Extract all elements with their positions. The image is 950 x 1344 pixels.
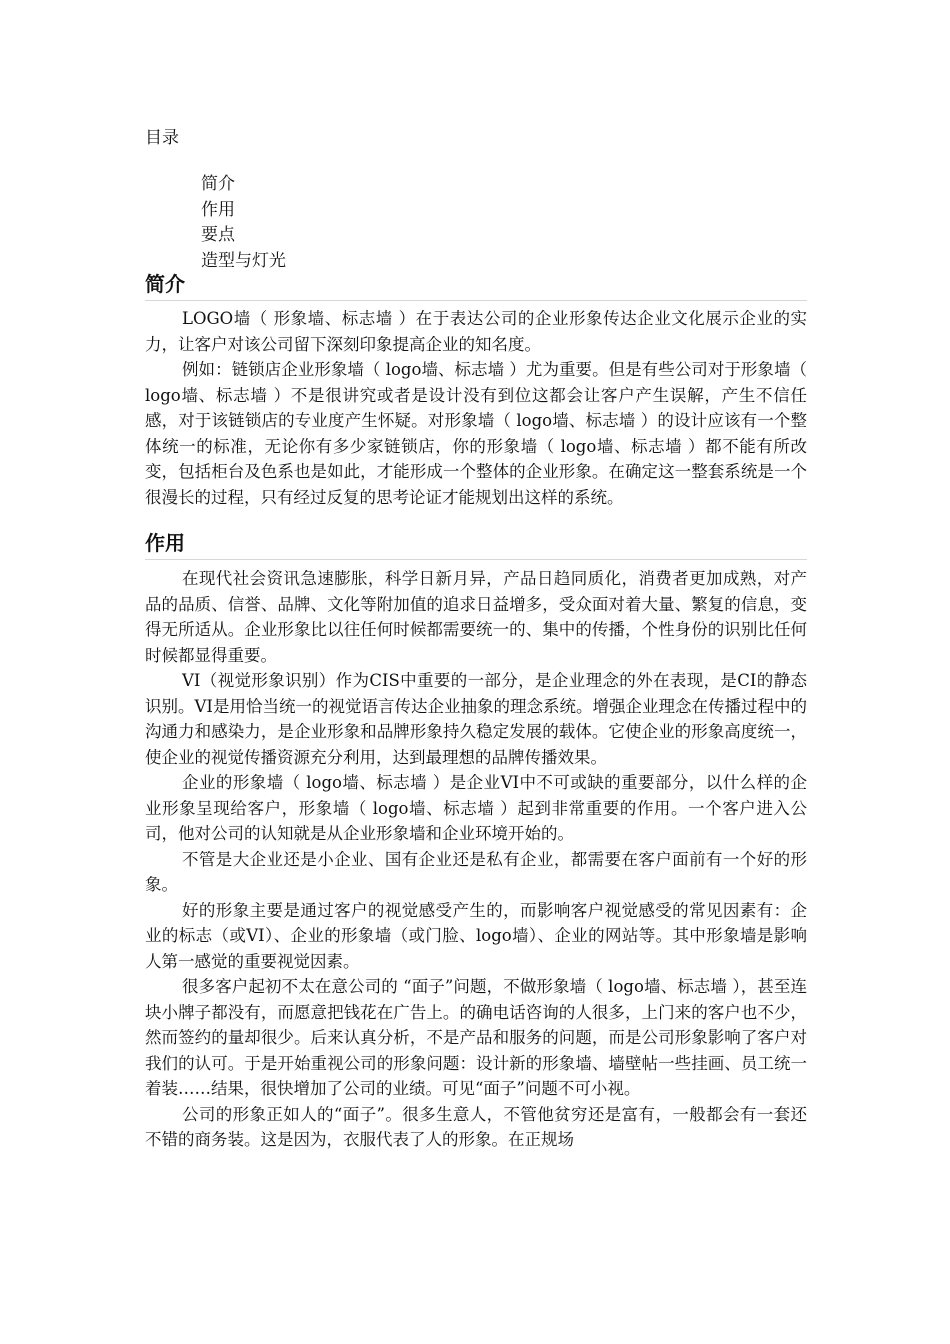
section-heading-intro: 简介 — [145, 270, 807, 301]
toc-item-shape-lighting[interactable]: 造型与灯光 — [201, 250, 286, 271]
section-function-body — [145, 566, 807, 1153]
toc-item-keypoints[interactable]: 要点 — [201, 225, 235, 245]
paragraph: 公司的形象正如人的“面子”。很多生意人，不管他贫穷还是富有，一般都会有一套还不错的商务装。这是因为，衣服代表了人的形象。在正规场 — [145, 1104, 807, 1149]
section-intro-body — [145, 306, 807, 510]
section-heading-function: 作用 — [145, 529, 807, 560]
toc-item-intro[interactable]: 简介 — [201, 174, 235, 194]
paragraph: 企业的形象墙（ logo墙、标志墙 ）是企业VI中不可或缺的重要部分，以什么样的企业形象呈现给客户，形象墙（ logo墙、标志墙 ）起到非常重要的作用。一个客户进入公司，他对公司的认知就是从企业形象墙和企业环境开始的。 — [145, 773, 807, 843]
paragraph: VI（视觉形象识别）作为CIS中重要的一部分，是企业理念的外在表现，是CI的静态识别。VI是用恰当统一的视觉语言传达企业抽象的理念系统。增强企业理念在传播过程中的沟通力和感染力，是企业形象和品牌形象持久稳定发展的载体。它使企业的形象高度统一，使企业的视觉传播资源充分利用，达到最理想的品牌传播效果。 — [145, 671, 807, 767]
paragraph: 好的形象主要是通过客户的视觉感受产生的，而影响客户视觉感受的常见因素有：企业的标志（或VI）、企业的形象墙（或门脸、logo墙）、企业的网站等。其中形象墙是影响人第一感觉的重要视觉因素。 — [145, 900, 807, 971]
paragraph: 很多客户起初不太在意公司的 “面子”问题，不做形象墙（ logo墙、标志墙 ），甚至连块小牌子都没有，而愿意把钱花在广告上。的确电话咨询的人很多，上门来的客户也不少，然而签约的量却很少。后来认真分析，不是产品和服务的问题，而是公司形象影响了客户对我们的认可。于是开始重视公司的形象问题：设计新的形象墙、墙壁帖一些挂画、员工统一着装……结果，很快增加了公司的业绩。可见“面子”问题不可小视。 — [145, 977, 807, 1098]
paragraph: LOGO墙（ 形象墙、标志墙 ）在于表达公司的企业形象传达企业文化展示企业的实力，让客户对该公司留下深刻印象提高企业的知名度。 — [145, 309, 807, 354]
toc-title: 目录 — [145, 128, 179, 148]
paragraph: 例如：链锁店企业形象墙（ logo墙、标志墙 ）尤为重要。但是有些公司对于形象墙（ logo墙、标志墙 ）不是很讲究或者是设计没有到位这都会让客户产生误解，产生不信任感，对于该链锁店的专业度产生怀疑。对形象墙（ logo墙、标志墙 ）的设计应该有一个整体统一的标准，无论你有多少家链锁店，你的形象墙（ logo墙、标志墙 ）都不能有所改变，包括柜台及色系也是如此，才能形成一个整体的企业形象。在确定这一整套系统是一个很漫长的过程，只有经过反复的思考论证才能规划出这样的系统。 — [145, 360, 807, 507]
paragraph: 不管是大企业还是小企业、国有企业还是私有企业，都需要在客户面前有一个好的形象。 — [145, 849, 807, 894]
paragraph: 在现代社会资讯急速膨胀，科学日新月异，产品日趋同质化，消费者更加成熟，对产品的品质、信誉、品牌、文化等附加值的追求日益增多，受众面对着大量、繁复的信息，变得无所适从。企业形象比以往任何时候都需要统一的、集中的传播，个性身份的识别比任何时候都显得重要。 — [145, 569, 807, 665]
toc-item-function[interactable]: 作用 — [201, 199, 235, 220]
toc-list — [201, 172, 286, 274]
